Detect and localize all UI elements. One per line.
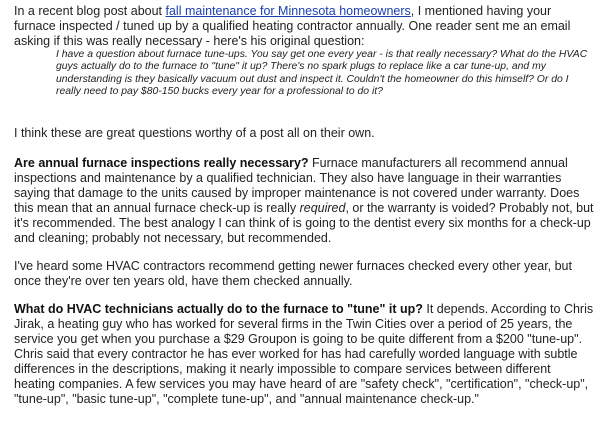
annual-inspection-heading: Are annual furnace inspections really necessary? bbox=[14, 156, 309, 171]
annual-inspection-emphasis: required bbox=[299, 201, 346, 216]
spacer bbox=[14, 246, 594, 259]
spacer bbox=[14, 141, 594, 156]
fall-maintenance-link[interactable]: fall maintenance for Minnesota homeowners bbox=[165, 4, 411, 18]
article-body bbox=[14, 4, 594, 407]
annual-inspection-paragraph bbox=[14, 156, 594, 246]
annual-inspection-text-1: Furnace manufacturers all recommend annual inspections and maintenance by a qualified technician. They also have language in their warranties saying that damage to the units caused by improper maintenance is not covered under warranty. Does this mean that an annual furnace check-up is really bbox=[14, 156, 580, 216]
intro-text-after-link: , I mentioned having your furnace inspected / tuned up by a qualified heating contractor annually. One reader sent me an email asking if this was really necessary - here's his original question: bbox=[14, 4, 571, 48]
questions-paragraph: I think these are great questions worthy of a post all on their own. bbox=[14, 126, 375, 141]
tune-up-heading: What do HVAC technicians actually do to the furnace to "tune" it up? bbox=[14, 302, 423, 317]
spacer bbox=[14, 289, 594, 302]
intro-paragraph bbox=[14, 4, 594, 49]
annual-inspection-text-2: , or the warranty is voided? Probably not, but it's recommended. The best analogy I can think of is going to the dentist every six months for a check-up and cleaning; probably not necessary, but recommended. bbox=[14, 201, 594, 246]
intro-text-before-link: In a recent blog post about bbox=[14, 4, 166, 18]
spacer bbox=[14, 98, 594, 126]
contractors-paragraph: I've heard some HVAC contractors recommend getting newer furnaces checked every other year, but once they're over ten years old, have them checked annually. bbox=[14, 259, 572, 289]
tune-up-text: It depends. According to Chris Jirak, a heating guy who has worked for several firms in the Twin Cities over a period of 25 years, the service you get when you purchase a $29 Groupon is going to be quite different from a $200 "tune-up". Chris said that every contractor he has ever worked for has had carefully worded language with subtle differences in the descriptions, making it nearly impossible to compare services between different heating companies. A few services you may have heard of are "safety check", "certification", "check-up", "tune-up", "basic tune-up", "complete tune-up", and "annual maintenance check-up." bbox=[14, 302, 594, 407]
tune-up-paragraph bbox=[14, 302, 594, 407]
reader-question-quote: I have a question about furnace tune-ups. You say get one every year - is that really necessary? What do the HVAC guys actually do to the furnace to "tune" it up? There's no spark plugs to replace like a car tune-up, and my understanding is they basically vacuum out dust and inspect it. Couldn't the homeowner do this himself? Or do I really need to pay $80-150 bucks every year for a professional to do it? bbox=[56, 49, 588, 97]
